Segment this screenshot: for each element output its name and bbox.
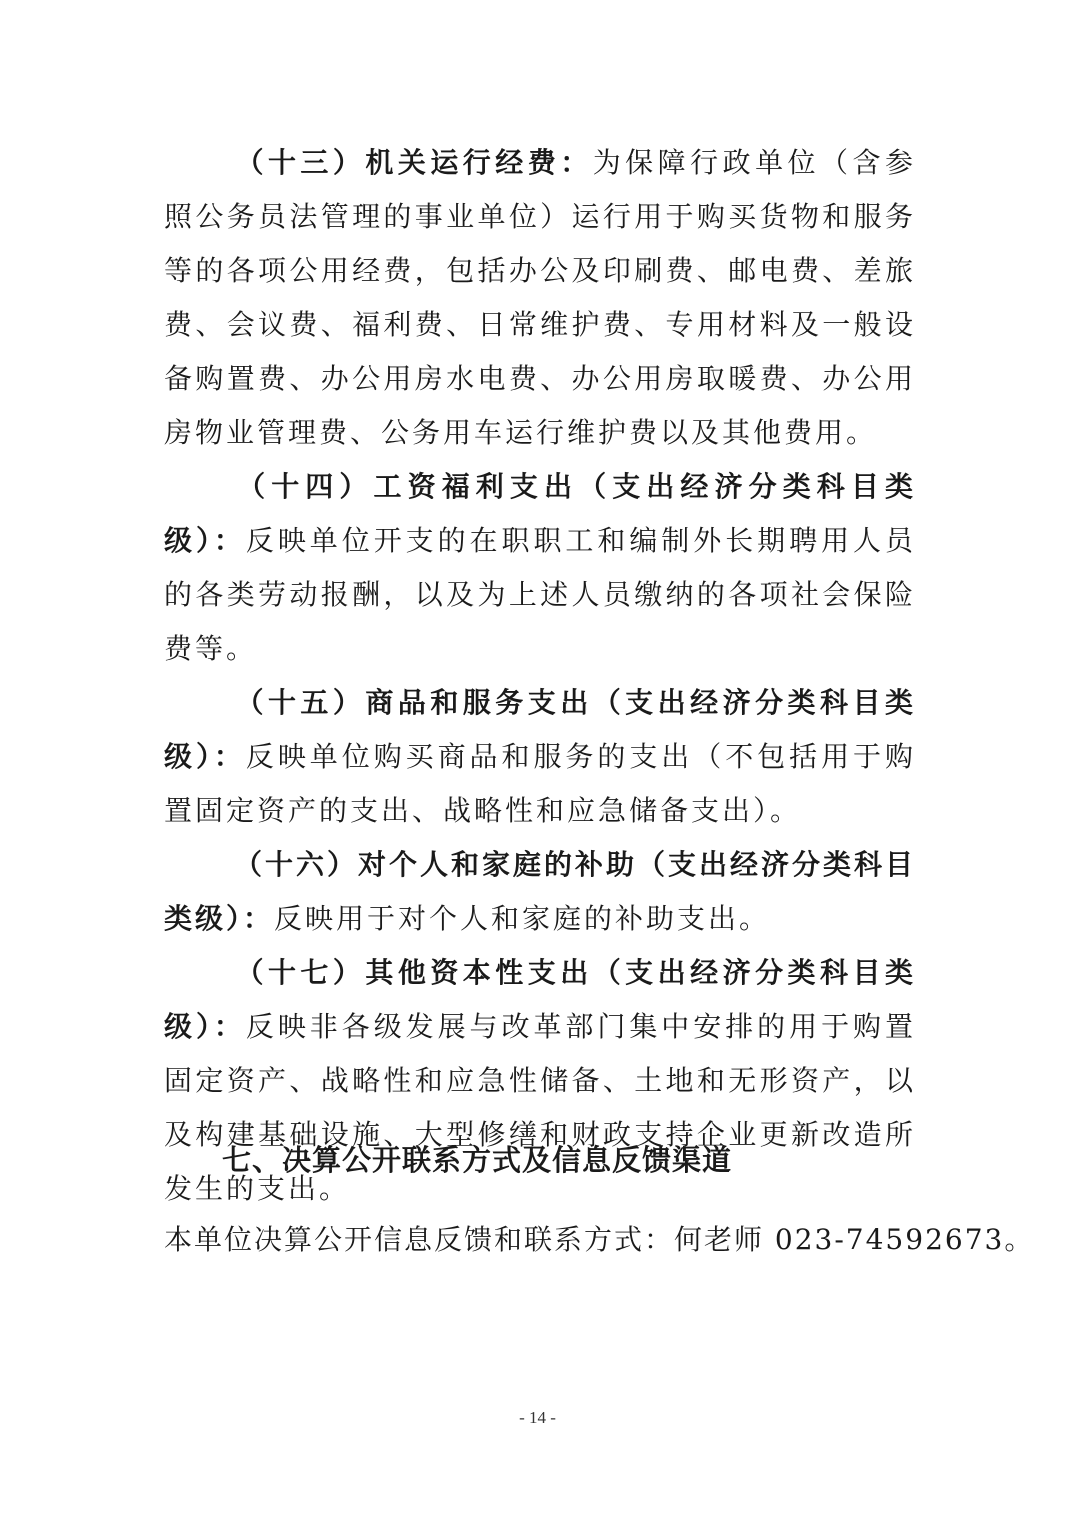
definition-term: （十三）机关运行经费： xyxy=(234,146,593,179)
definition-text: 反映单位开支的在职职工和编制外长期聘用人员的各类劳动报酬，以及为上述人员缴纳的各项社会保险费等。 xyxy=(164,524,916,665)
section-heading: 七、决算公开联系方式及信息反馈渠道 xyxy=(222,1143,733,1177)
definition-paragraph-14 xyxy=(164,460,916,676)
definition-paragraph-15 xyxy=(164,676,916,838)
definition-text: 反映用于对个人和家庭的补助支出。 xyxy=(274,902,771,935)
definition-paragraph-13 xyxy=(164,136,916,460)
page-number: - 14 - xyxy=(519,1408,556,1427)
definition-term: （十四）工资福利支出（支出经济分类科目类级）： xyxy=(164,470,916,557)
definition-text: 反映非各级发展与改革部门集中安排的用于购置固定资产、战略性和应急性储备、土地和无形资产，以及构建基础设施、大型修缮和财政支持企业更新改造所发生的支出。 xyxy=(164,1010,916,1205)
definition-text: 反映单位购买商品和服务的支出（不包括用于购置固定资产的支出、战略性和应急储备支出）。 xyxy=(164,740,916,827)
definition-paragraph-16 xyxy=(164,838,916,946)
contact-info: 本单位决算公开信息反馈和联系方式：何老师 023-74592673。 xyxy=(164,1223,1035,1256)
definition-term: （十七）其他资本性支出（支出经济分类科目类级）： xyxy=(164,956,916,1043)
definition-term: （十五）商品和服务支出（支出经济分类科目类级）： xyxy=(164,686,916,773)
definition-term: （十六）对个人和家庭的补助（支出经济分类科目类级）： xyxy=(164,848,917,935)
definition-text: 为保障行政单位（含参照公务员法管理的事业单位）运行用于购买货物和服务等的各项公用经费，包括办公及印刷费、邮电费、差旅费、会议费、福利费、日常维护费、专用材料及一般设备购置费、办公用房水电费、办公用房取暖费、办公用房物业管理费、公务用车运行维护费以及其他费用。 xyxy=(164,146,916,449)
document-body xyxy=(164,136,916,1216)
